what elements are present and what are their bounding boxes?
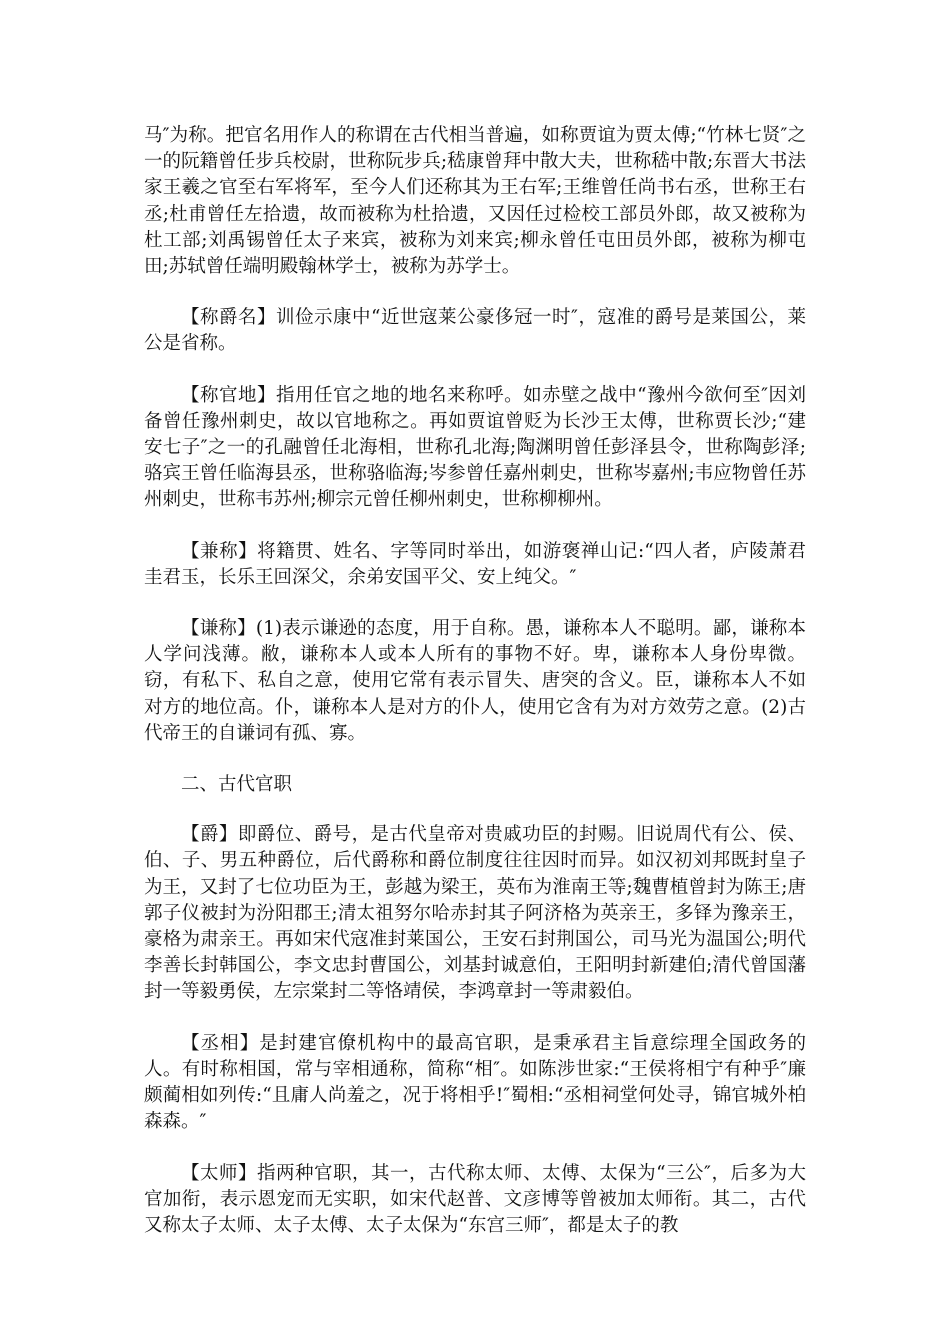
paragraph-combined-title xyxy=(144,539,806,591)
paragraph-title-by-office-place xyxy=(144,383,806,514)
paragraph-nobility xyxy=(144,822,806,1005)
term-label: 【丞相】 xyxy=(181,1032,260,1054)
paragraph-text: 即爵位、爵号，是古代皇帝对贵戚功臣的封赐。旧说周代有公、侯、伯、子、男五种爵位，后代爵称和爵位制度往往因时而异。如汉初刘邦既封皇子为王，又封了七位功臣为王，彭越为梁王，英布为淮南王等;魏曹植曾封为陈王;唐郭子仪被封为汾阳郡王;清太祖努尔哈赤封其子阿济格为英亲王，多铎为豫亲王，豪格为肃亲王。再如宋代寇准封莱国公，王安石封荆国公，司马光为温国公;明代李善长封韩国公，李文忠封曹国公，刘基封诚意伯，王阳明封新建伯;清代曾国藩封一等毅勇侯，左宗棠封二等恪靖侯，李鸿章封一等肃毅伯。 xyxy=(144,824,806,1003)
paragraph-title-by-rank xyxy=(144,305,806,357)
paragraph-text: 将籍贯、姓名、字等同时举出，如游褒禅山记:“四人者，庐陵萧君圭君玉，长乐王回深父，余弟安国平父、安上纯父。″ xyxy=(144,540,806,588)
paragraph-chancellor xyxy=(144,1031,806,1136)
paragraph-grand-tutor xyxy=(144,1161,806,1240)
paragraph-text: 指两种官职，其一，古代称太师、太傅、太保为“三公″，后多为大官加衔，表示恩宠而无实职，如宋代赵普、文彦博等曾被加太师衔。其二，古代又称太子太师、太子太傅、太子太保为“东宫三师″，都是太子的教 xyxy=(144,1162,806,1236)
term-label: 【称爵名】 xyxy=(181,307,277,329)
term-label: 【谦称】 xyxy=(181,618,256,640)
document-page xyxy=(144,123,806,1264)
paragraph-humble-title xyxy=(144,616,806,747)
paragraph-text: 马″为称。把官名用作人的称谓在古代相当普遍，如称贾谊为贾太傅;“竹林七贤″之一的阮籍曾任步兵校尉，世称阮步兵;嵇康曾拜中散大夫，世称嵇中散;东晋大书法家王羲之官至右军将军，至今人们还称其为王右军;王维曾任尚书右丞，世称王右丞;杜甫曾任左拾遗，故而被称为杜拾遗，又因任过检校工部员外郎，故又被称为杜工部;刘禹锡曾任太子来宾，被称为刘来宾;柳永曾任屯田员外郎，被称为柳屯田;苏轼曾任端明殿翰林学士，被称为苏学士。 xyxy=(144,125,806,278)
paragraph-text: 训俭示康中“近世寇莱公豪侈冠一时″，寇准的爵号是莱国公，莱公是省称。 xyxy=(144,307,806,355)
paragraph-text: (1)表示谦逊的态度，用于自称。愚，谦称本人不聪明。鄙，谦称本人学问浅薄。敝，谦称本人或本人所有的事物不好。卑，谦称本人身份卑微。窃，有私下、私自之意，使用它常有表示冒失、唐突的含义。臣，谦称本人不如对方的地位高。仆，谦称本人是对方的仆人，使用它含有为对方效劳之意。(2)古代帝王的自谦词有孤、寡。 xyxy=(144,618,806,744)
section-heading: 二、古代官职 xyxy=(181,774,293,796)
paragraph-text: 指用任官之地的地名来称呼。如赤壁之战中“豫州今欲何至″因刘备曾任豫州刺史，故以官地称之。再如贾谊曾贬为长沙王太傅，世称贾长沙;“建安七子″之一的孔融曾任北海相，世称孔北海;陶渊明曾任彭泽县令，世称陶彭泽;骆宾王曾任临海县丞，世称骆临海;岑参曾任嘉州刺史，世称岑嘉州;韦应物曾任苏州刺史，世称韦苏州;柳宗元曾任柳州刺史，世称柳柳州。 xyxy=(144,384,806,511)
term-label: 【兼称】 xyxy=(181,540,258,562)
paragraph-text: 是封建官僚机构中的最高官职，是秉承君主旨意综理全国政务的人。有时称相国，常与宰相通称，简称“相″。如陈涉世家:“王侯将相宁有种乎″廉颇蔺相如列传:“且庸人尚羞之，况于将相乎!″蜀相:“丞相祠堂何处寻，锦官城外柏森森。″ xyxy=(144,1032,806,1133)
term-label: 【爵】 xyxy=(181,824,238,846)
paragraph-continuation xyxy=(144,123,806,280)
term-label: 【称官地】 xyxy=(181,384,277,406)
term-label: 【太师】 xyxy=(181,1162,258,1184)
